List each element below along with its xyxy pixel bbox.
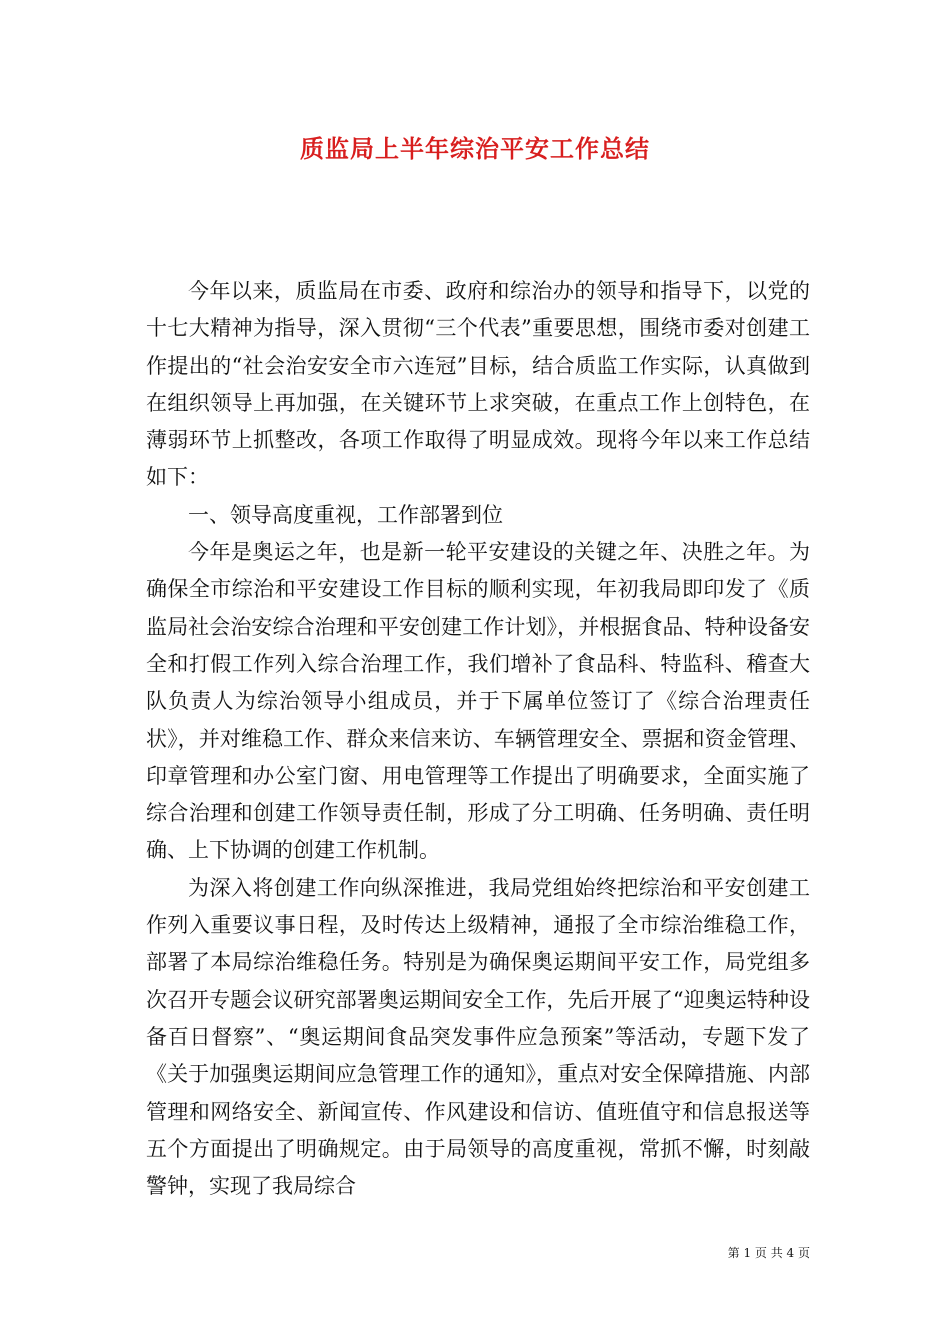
document-title: 质监局上半年综治平安工作总结 [300, 134, 650, 163]
paragraph-olympic-year: 今年是奥运之年，也是新一轮平安建设的关键之年、决胜之年。为确保全市综治和平安建设工作目标的顺利实现，年初我局即印发了《质监局社会治安综合治理和平安创建工作计划》，并根据食品、特种设备安全和打假工作列入综合治理工作，我们增补了食品科、特监科、稽查大队负责人为综治领导小组成员，并于下属单位签订了《综合治理责任状》，并对维稳工作、群众来信来访、车辆管理安全、票据和资金管理、印章管理和办公室门窗、用电管理等工作提出了明确要求，全面实施了综合治理和创建工作领导责任制，形成了分工明确、任务明确、责任明确、上下协调的创建工作机制。 [146, 540, 810, 863]
document-body [146, 273, 810, 1205]
page-number: 第 1 页 共 4 页 [727, 1246, 810, 1260]
section-heading-1: 一、领导高度重视，工作部署到位 [188, 502, 503, 527]
paragraph-intro: 今年以来，质监局在市委、政府和综治办的领导和指导下，以党的十七大精神为指导，深入贯彻“三个代表”重要思想，围绕市委对创建工作提出的“社会治安安全市六连冠”目标，结合质监工作实际，认真做到在组织领导上再加强，在关键环节上求突破，在重点工作上创特色，在薄弱环节上抓整改，各项工作取得了明显成效。现将今年以来工作总结如下： [146, 279, 810, 490]
paragraph-deepen-work: 为深入将创建工作向纵深推进，我局党组始终把综治和平安创建工作列入重要议事日程，及时传达上级精神，通报了全市综治维稳工作，部署了本局综治维稳任务。特别是为确保奥运期间平安工作，局党组多次召开专题会议研究部署奥运期间安全工作，先后开展了“迎奥运特种设备百日督察”、“奥运期间食品突发事件应急预案”等活动，专题下发了《关于加强奥运期间应急管理工作的通知》，重点对安全保障措施、内部管理和网络安全、新闻宣传、作风建设和信访、值班值守和信息报送等五个方面提出了明确规定。由于局领导的高度重视，常抓不懈，时刻敲警钟，实现了我局综合 [146, 875, 810, 1199]
